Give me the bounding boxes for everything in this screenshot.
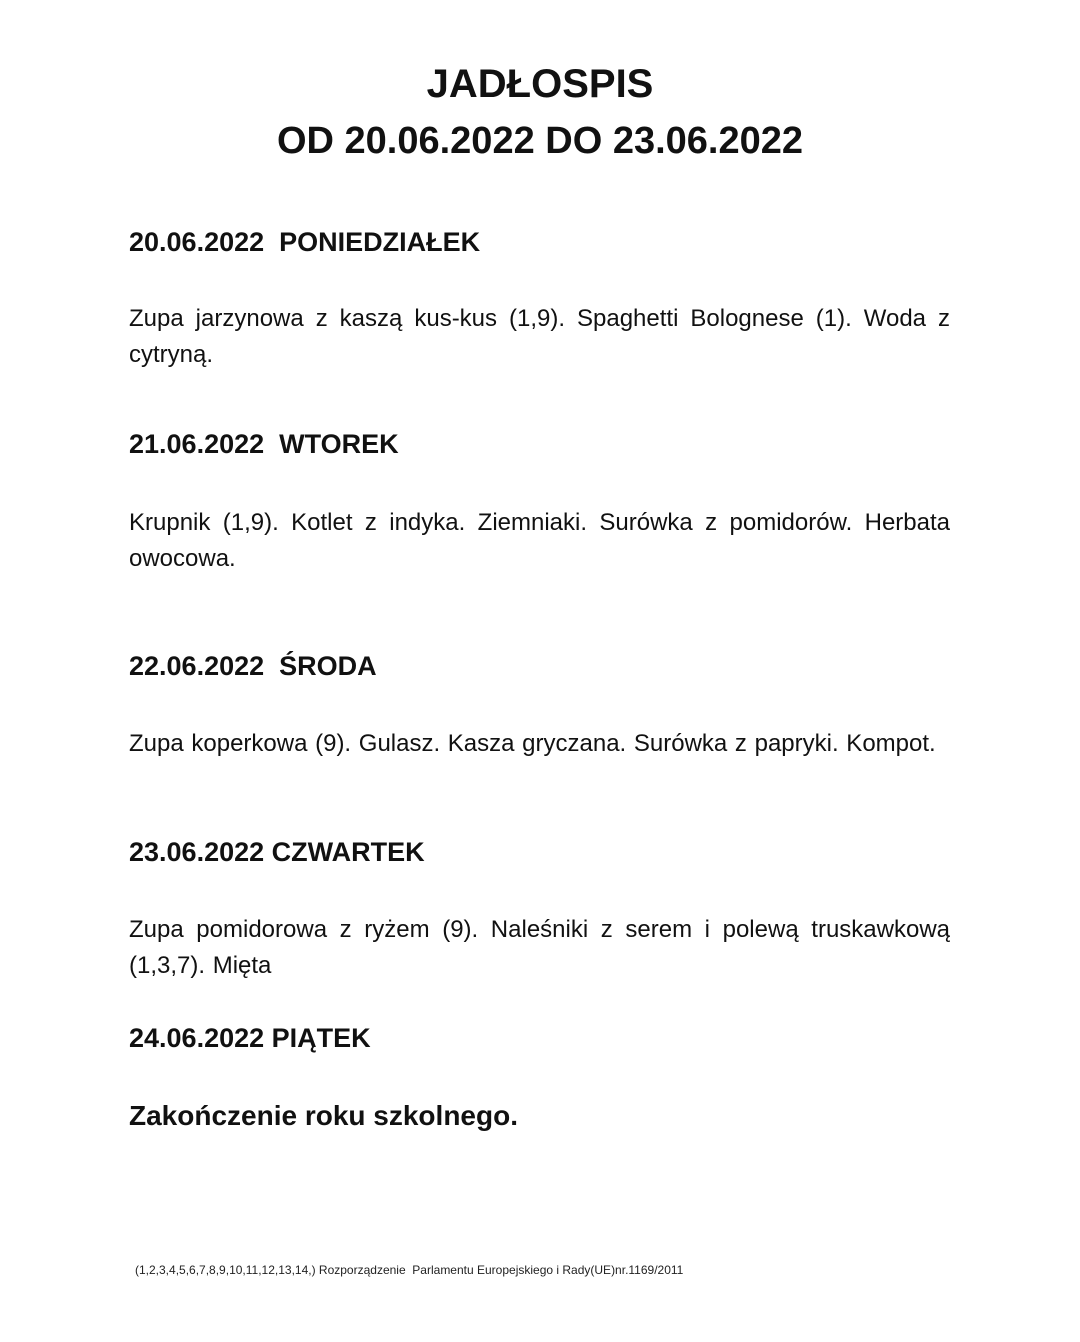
date-range-subtitle: OD 20.06.2022 DO 23.06.2022 <box>276 120 804 162</box>
closing-note-friday: Zakończenie roku szkolnego. <box>129 1100 518 1131</box>
day-heading-wednesday: 22.06.2022 ŚRODA <box>129 651 377 681</box>
menu-text-tuesday: Krupnik (1,9). Kotlet z indyka. Ziemniaki. Surówka z pomidorów. Herbata owocowa. <box>129 509 950 572</box>
day-heading-monday: 20.06.2022 PONIEDZIAŁEK <box>129 227 481 257</box>
day-heading-friday: 24.06.2022 PIĄTEK <box>129 1023 371 1053</box>
day-heading-tuesday: 21.06.2022 WTOREK <box>129 429 399 459</box>
allergen-footnote: (1,2,3,4,5,6,7,8,9,10,11,12,13,14,) Rozporządzenie Parlamentu Europejskiego i Rady(UE)nr.1169/2011 <box>135 1263 684 1277</box>
day-heading-thursday: 23.06.2022 CZWARTEK <box>129 837 425 867</box>
menu-text-thursday: Zupa pomidorowa z ryżem (9). Naleśniki z serem i polewą truskawkową (1,3,7). Mięta <box>129 916 950 979</box>
menu-text-monday: Zupa jarzynowa z kaszą kus-kus (1,9). Spaghetti Bolognese (1). Woda z cytryną. <box>129 305 950 368</box>
menu-text-wednesday: Zupa koperkowa (9). Gulasz. Kasza gryczana. Surówka z papryki. Kompot. <box>129 730 936 757</box>
page-title: JADŁOSPIS <box>426 62 654 106</box>
